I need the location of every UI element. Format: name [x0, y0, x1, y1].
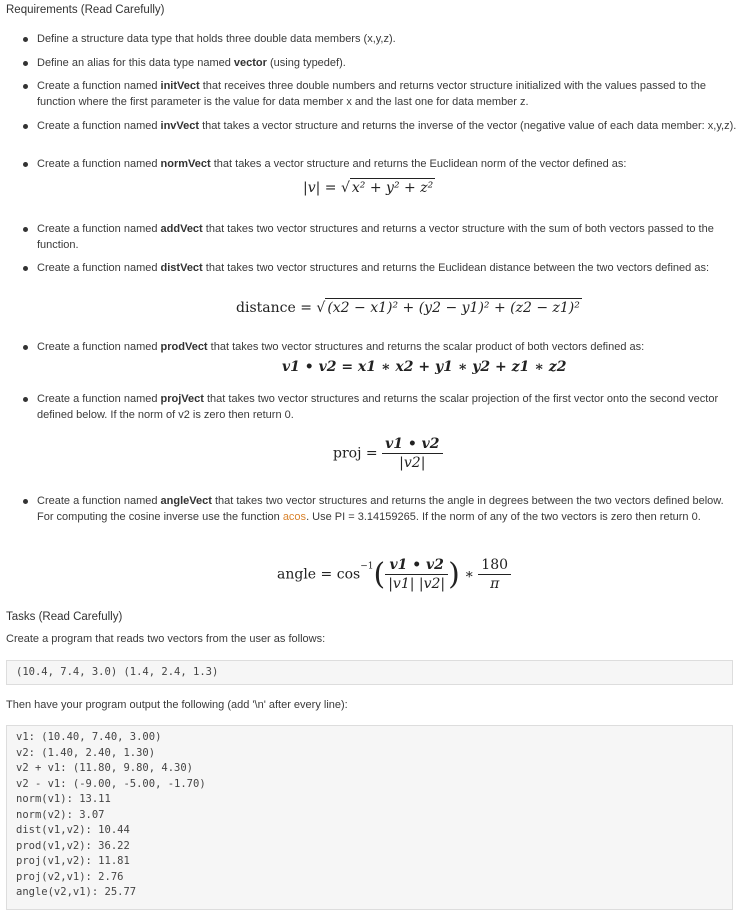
requirements-title: Requirements (Read Carefully) — [6, 4, 165, 16]
output-line: v2: (1.40, 2.40, 1.30) — [16, 746, 156, 759]
angle-fraction — [385, 557, 448, 592]
output-line: proj(v1,v2): 11.81 — [16, 855, 130, 867]
proj-fraction — [382, 436, 442, 471]
distance-formula-radicand: (x2 − x1)² + (y2 − y1)² + (z2 − z1)² — [327, 300, 580, 316]
acos-link[interactable]: acos — [282, 511, 307, 523]
req-addvect — [37, 221, 737, 253]
sqrt-symbol: √ — [340, 180, 350, 196]
req-keyword: addVect — [160, 223, 203, 235]
req-text: that takes a vector structure and returns the inverse of the vector (negative value of each data member: x,y,z). — [199, 120, 737, 132]
req-initvect — [37, 78, 737, 110]
req-text: . Use PI = 3.14159265. If the norm of any of the two vectors is zero then return 0. — [306, 511, 701, 523]
equals-sign: = — [361, 445, 383, 462]
angle-formula — [277, 557, 511, 592]
req-text: Create a function named — [37, 120, 161, 132]
angle-denominator: |v1| |v2| — [388, 576, 446, 592]
req-text: Create a function named — [37, 495, 161, 507]
req-prodvect — [37, 339, 737, 355]
req-invvect — [37, 118, 737, 134]
output-line: v2 + v1: (11.80, 9.80, 4.30) — [16, 762, 194, 774]
req-text: (using typedef). — [266, 57, 346, 69]
req-text: that takes two vector structures and returns the scalar product of both vectors defined as: — [207, 341, 645, 353]
output-line: v1: (10.40, 7.40, 3.00) — [16, 731, 162, 743]
req-keyword: prodVect — [160, 341, 208, 353]
sqrt-symbol: √ — [316, 300, 326, 316]
degree-denominator: π — [490, 576, 500, 592]
req-text: that takes a vector structure and returns the Euclidean norm of the vector defined as: — [210, 158, 627, 170]
req-alias — [37, 55, 737, 71]
req-text: that receives three double numbers and returns vector structure initialized with the values passed to the function where the first parameter is the value for data member x and the last one for data member z. — [37, 80, 706, 108]
req-text: Create a function named — [37, 223, 161, 235]
req-struct-text: Define a structure data type that holds three double data members (x,y,z). — [37, 33, 396, 45]
output-line: prod(v1,v2): 36.22 — [16, 839, 130, 852]
req-text: that takes two vector structures and returns the scalar projection of the first vector onto the second vector defined below. If the norm of v2 is zero then return 0. — [37, 393, 719, 421]
req-anglevect — [37, 493, 737, 525]
output-example-box — [6, 725, 733, 910]
req-text: Create a function named — [37, 341, 161, 353]
req-keyword: vector — [233, 57, 267, 69]
input-example: (10.4, 7.4, 3.0) (1.4, 2.4, 1.3) — [16, 666, 219, 678]
output-line: norm(v1): 13.11 — [16, 793, 111, 805]
req-text: Create a function named — [37, 262, 161, 274]
req-distvect — [37, 260, 737, 276]
req-keyword: angleVect — [160, 495, 212, 507]
output-line: angle(v2,v1): 25.77 — [16, 886, 137, 898]
equals-sign: = — [295, 300, 317, 316]
req-text: Create a function named — [37, 80, 161, 92]
req-text: that takes two vector structures and returns the angle in degrees between the two vectors defined below. For computing the cosine inverse use the function — [37, 495, 724, 523]
req-struct — [37, 31, 737, 47]
tasks-intro: Create a program that reads two vectors from the user as follows: — [6, 633, 326, 645]
times-sign: ∗ — [459, 566, 479, 583]
req-keyword: projVect — [160, 393, 204, 405]
req-text: that takes two vector structures and returns a vector structure with the sum of both vectors passed to the function. — [37, 223, 714, 251]
norm-formula-lhs: |v| = — [303, 180, 341, 196]
degree-fraction — [478, 557, 511, 592]
req-text: Create a function named — [37, 393, 161, 405]
prod-formula: v1 • v2 = x1 ∗ x2 + y1 ∗ y2 + z1 ∗ z2 — [282, 359, 567, 375]
req-keyword: distVect — [160, 262, 203, 274]
inverse-superscript: −1 — [360, 561, 374, 572]
output-line: proj(v2,v1): 2.76 — [16, 870, 124, 883]
proj-formula-label: proj — [333, 445, 362, 462]
req-keyword: initVect — [160, 80, 200, 92]
req-text: Define an alias for this data type named — [37, 57, 234, 69]
req-normvect — [37, 156, 737, 172]
proj-denominator: |v2| — [399, 455, 426, 471]
output-line: norm(v2): 3.07 — [16, 808, 105, 821]
req-keyword: normVect — [160, 158, 211, 170]
req-text: that takes two vector structures and returns the Euclidean distance between the two vectors defined as: — [202, 262, 709, 274]
req-keyword: invVect — [160, 120, 200, 132]
output-line: dist(v1,v2): 10.44 — [16, 824, 130, 836]
proj-numerator: v1 • v2 — [382, 436, 442, 454]
norm-formula — [303, 178, 435, 196]
angle-formula-label: angle — [277, 566, 317, 583]
distance-formula-label: distance — [236, 300, 296, 316]
angle-numerator: v1 • v2 — [385, 557, 448, 575]
req-projvect — [37, 391, 737, 423]
distance-formula — [236, 298, 582, 316]
output-intro: Then have your program output the following (add '\n' after every line): — [6, 699, 348, 711]
req-text: Create a function named — [37, 158, 161, 170]
degree-numerator: 180 — [478, 557, 511, 575]
norm-formula-radicand: x² + y² + z² — [351, 180, 434, 196]
tasks-title: Tasks (Read Carefully) — [6, 611, 123, 623]
right-paren: ) — [448, 557, 460, 592]
equals-sign: = — [316, 566, 337, 583]
cos-function: cos — [336, 566, 361, 583]
proj-formula — [333, 436, 443, 471]
input-example-box — [6, 660, 733, 685]
left-paren: ( — [373, 557, 386, 592]
output-line: v2 - v1: (-9.00, -5.00, -1.70) — [16, 777, 206, 790]
